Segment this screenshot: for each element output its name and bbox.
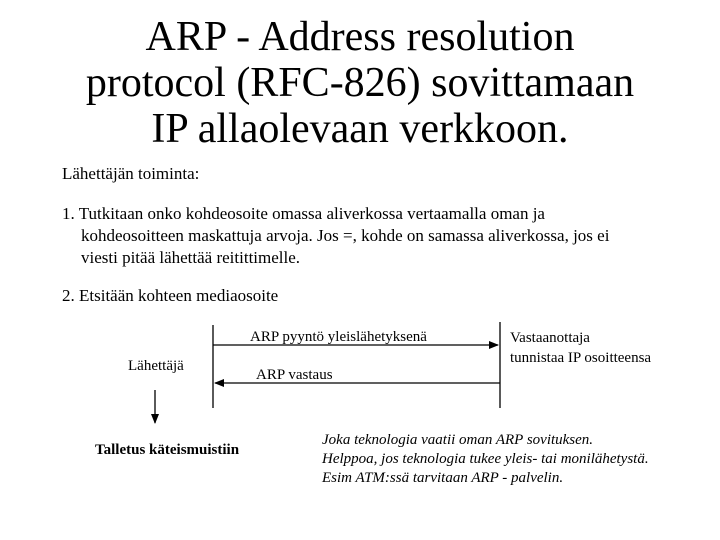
title-line-3: IP allaolevaan verkkoon. (151, 106, 569, 152)
step-1-line-1: 1. Tutkitaan onko kohdeosoite omassa aliverkossa vertaamalla oman ja (62, 204, 545, 223)
store-label: Talletus käteismuistiin (95, 442, 240, 458)
step-2: 2. Etsitään kohteen mediaosoite (62, 286, 279, 305)
sender-label: Lähettäjä (128, 358, 184, 374)
note (322, 431, 649, 488)
title-line-1: ARP - Address resolution (145, 14, 575, 60)
step-1-line-3: viesti pitää lähettää reitittimelle. (81, 248, 301, 267)
receiver-label (510, 328, 710, 368)
receiver-line-1: Vastaanottaja (510, 330, 590, 346)
note-line-2: Helppoa, jos teknologia tukee yleis- tai monilähetystä. (322, 451, 649, 467)
title-line-2: protocol (RFC-826) sovittamaan (85, 60, 635, 106)
note-line-3: Esim ATM:ssä tarvitaan ARP - palvelin. (322, 470, 564, 486)
step-1-line-2: kohdeosoitteen maskattuja arvoja. Jos =, kohde on samassa aliverkossa, jos ei (81, 226, 610, 245)
subtitle: Lähettäjän toiminta: (62, 164, 200, 183)
response-label: ARP vastaus (256, 367, 333, 383)
request-label: ARP pyyntö yleislähetyksenä (250, 329, 427, 345)
receiver-line-2: tunnistaa IP osoitteensa (510, 350, 652, 366)
note-line-1: Joka teknologia vaatii oman ARP sovituksen. (322, 432, 594, 448)
